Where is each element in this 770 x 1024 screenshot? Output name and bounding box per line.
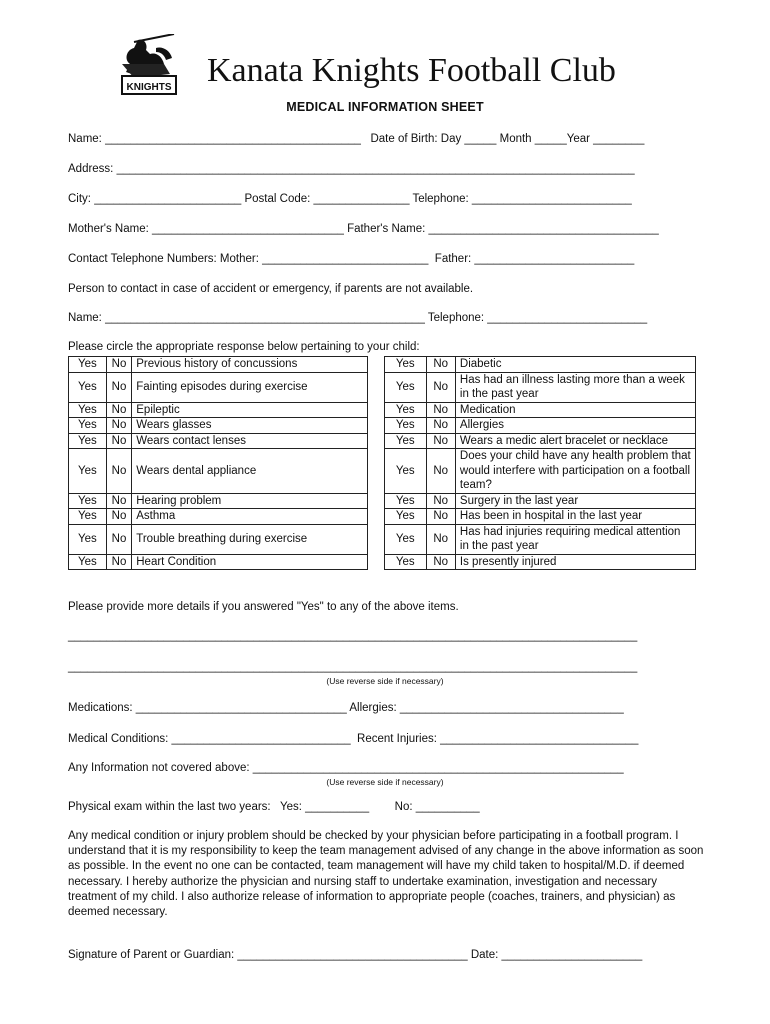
no-option[interactable]: No bbox=[426, 524, 455, 554]
yes-option[interactable]: Yes bbox=[385, 524, 427, 554]
yes-option[interactable]: Yes bbox=[385, 449, 427, 494]
question-row bbox=[69, 524, 368, 554]
question-label: Wears contact lenses bbox=[132, 433, 368, 449]
no-option[interactable]: No bbox=[426, 372, 455, 402]
question-row bbox=[69, 449, 368, 494]
question-row bbox=[385, 402, 696, 418]
page-subtitle: MEDICAL INFORMATION SHEET bbox=[286, 100, 484, 114]
yes-option[interactable]: Yes bbox=[69, 493, 107, 509]
question-row bbox=[385, 357, 696, 373]
question-row bbox=[69, 402, 368, 418]
question-row bbox=[385, 449, 696, 494]
question-label: Has been in hospital in the last year bbox=[455, 509, 695, 525]
consent-paragraph: Any medical condition or injury problem should be checked by your physician before participating in a football program. I understand that it is my responsibility to keep the team management advised of any change in the above information as soon as possible. In the event no one can be contacted, team management will have my child taken to hospital/M.D. if deemed necessary. I hereby authorize the physician and nursing staff to undertake examination, investigation and necessary treatment of my child. I also authorize release of information to appropriate people (coaches, trainers, and physician) as deemed necessary. bbox=[68, 830, 704, 919]
no-option[interactable]: No bbox=[106, 433, 132, 449]
yes-option[interactable]: Yes bbox=[385, 357, 427, 373]
question-row bbox=[69, 433, 368, 449]
yes-option[interactable]: Yes bbox=[385, 433, 427, 449]
no-option[interactable]: No bbox=[106, 418, 132, 434]
question-row bbox=[385, 554, 696, 570]
yes-option[interactable]: Yes bbox=[69, 449, 107, 494]
question-label: Fainting episodes during exercise bbox=[132, 372, 368, 402]
question-label: Wears a medic alert bracelet or necklace bbox=[455, 433, 695, 449]
question-row bbox=[385, 433, 696, 449]
question-label: Medication bbox=[455, 402, 695, 418]
no-option[interactable]: No bbox=[426, 357, 455, 373]
no-option[interactable]: No bbox=[106, 509, 132, 525]
question-label: Heart Condition bbox=[132, 554, 368, 570]
question-row bbox=[69, 493, 368, 509]
physical-exam-line[interactable]: Physical exam within the last two years: Yes: __________ No: __________ bbox=[68, 801, 480, 813]
question-row bbox=[385, 524, 696, 554]
question-row bbox=[385, 509, 696, 525]
yes-option[interactable]: Yes bbox=[385, 372, 427, 402]
city-line[interactable]: City: _______________________ Postal Code: _______________ Telephone: _________________________ bbox=[68, 193, 632, 205]
yes-option[interactable]: Yes bbox=[69, 418, 107, 434]
yes-option[interactable]: Yes bbox=[69, 402, 107, 418]
emergency-contact-line[interactable]: Name: __________________________________________________ Telephone: _________________________ bbox=[68, 312, 648, 324]
yes-option[interactable]: Yes bbox=[385, 402, 427, 418]
logo-text: KNIGHTS bbox=[126, 82, 172, 93]
yes-option[interactable]: Yes bbox=[385, 493, 427, 509]
question-row bbox=[69, 372, 368, 402]
no-option[interactable]: No bbox=[106, 372, 132, 402]
questions-table-left bbox=[68, 356, 368, 570]
question-label: Allergies bbox=[455, 418, 695, 434]
medications-allergies-line[interactable]: Medications: _________________________________ Allergies: ___________________________________ bbox=[68, 702, 624, 714]
no-option[interactable]: No bbox=[426, 493, 455, 509]
details-line-2[interactable]: _________________________________________________________________________________________ bbox=[68, 661, 638, 673]
question-row bbox=[69, 509, 368, 525]
question-label: Diabetic bbox=[455, 357, 695, 373]
club-logo bbox=[104, 34, 188, 100]
no-option[interactable]: No bbox=[106, 402, 132, 418]
address-line[interactable]: Address: _________________________________________________________________________________ bbox=[68, 163, 635, 175]
question-row bbox=[69, 418, 368, 434]
page-title: Kanata Knights Football Club bbox=[207, 52, 616, 89]
yes-option[interactable]: Yes bbox=[69, 433, 107, 449]
yes-option[interactable]: Yes bbox=[385, 554, 427, 570]
signature-line[interactable]: Signature of Parent or Guardian: ____________________________________ Date: ______________________ bbox=[68, 949, 643, 961]
question-row bbox=[385, 418, 696, 434]
no-option[interactable]: No bbox=[106, 449, 132, 494]
no-option[interactable]: No bbox=[426, 402, 455, 418]
question-label: Has had injuries requiring medical attention in the past year bbox=[455, 524, 695, 554]
question-row bbox=[69, 357, 368, 373]
questions-table-right bbox=[384, 356, 696, 570]
question-label: Hearing problem bbox=[132, 493, 368, 509]
no-option[interactable]: No bbox=[426, 449, 455, 494]
details-line-1[interactable]: _________________________________________________________________________________________ bbox=[68, 630, 638, 642]
other-info-line[interactable]: Any Information not covered above: __________________________________________________________ bbox=[68, 762, 624, 774]
yes-option[interactable]: Yes bbox=[385, 418, 427, 434]
name-dob-line[interactable]: Name: ________________________________________ Date of Birth: Day _____ Month _____Year ________ bbox=[68, 133, 645, 145]
yes-option[interactable]: Yes bbox=[69, 554, 107, 570]
question-label: Previous history of concussions bbox=[132, 357, 368, 373]
other-info-note: (Use reverse side if necessary) bbox=[326, 777, 444, 787]
question-label: Wears dental appliance bbox=[132, 449, 368, 494]
circle-instruction: Please circle the appropriate response below pertaining to your child: bbox=[68, 341, 420, 353]
question-label: Wears glasses bbox=[132, 418, 368, 434]
no-option[interactable]: No bbox=[106, 357, 132, 373]
question-label: Trouble breathing during exercise bbox=[132, 524, 368, 554]
question-label: Has had an illness lasting more than a week in the past year bbox=[455, 372, 695, 402]
question-label: Does your child have any health problem that would interfere with participation on a football team? bbox=[455, 449, 695, 494]
yes-option[interactable]: Yes bbox=[69, 357, 107, 373]
question-label: Epileptic bbox=[132, 402, 368, 418]
yes-option[interactable]: Yes bbox=[69, 509, 107, 525]
no-option[interactable]: No bbox=[106, 554, 132, 570]
no-option[interactable]: No bbox=[106, 493, 132, 509]
yes-option[interactable]: Yes bbox=[69, 524, 107, 554]
parents-names-line[interactable]: Mother's Name: ______________________________ Father's Name: ____________________________________ bbox=[68, 223, 659, 235]
conditions-injuries-line[interactable]: Medical Conditions: ____________________________ Recent Injuries: _______________________________ bbox=[68, 733, 639, 745]
question-row bbox=[385, 493, 696, 509]
yes-option[interactable]: Yes bbox=[69, 372, 107, 402]
yes-option[interactable]: Yes bbox=[385, 509, 427, 525]
emergency-intro: Person to contact in case of accident or emergency, if parents are not available. bbox=[68, 283, 474, 295]
no-option[interactable]: No bbox=[106, 524, 132, 554]
question-row bbox=[385, 372, 696, 402]
no-option[interactable]: No bbox=[426, 509, 455, 525]
no-option[interactable]: No bbox=[426, 418, 455, 434]
question-label: Asthma bbox=[132, 509, 368, 525]
no-option[interactable]: No bbox=[426, 433, 455, 449]
contact-phones-line[interactable]: Contact Telephone Numbers: Mother: __________________________ Father: _________________________ bbox=[68, 253, 635, 265]
details-prompt: Please provide more details if you answered "Yes" to any of the above items. bbox=[68, 601, 459, 613]
question-label: Surgery in the last year bbox=[455, 493, 695, 509]
question-row bbox=[69, 554, 368, 570]
question-label: Is presently injured bbox=[455, 554, 695, 570]
no-option[interactable]: No bbox=[426, 554, 455, 570]
details-note: (Use reverse side if necessary) bbox=[326, 676, 444, 686]
